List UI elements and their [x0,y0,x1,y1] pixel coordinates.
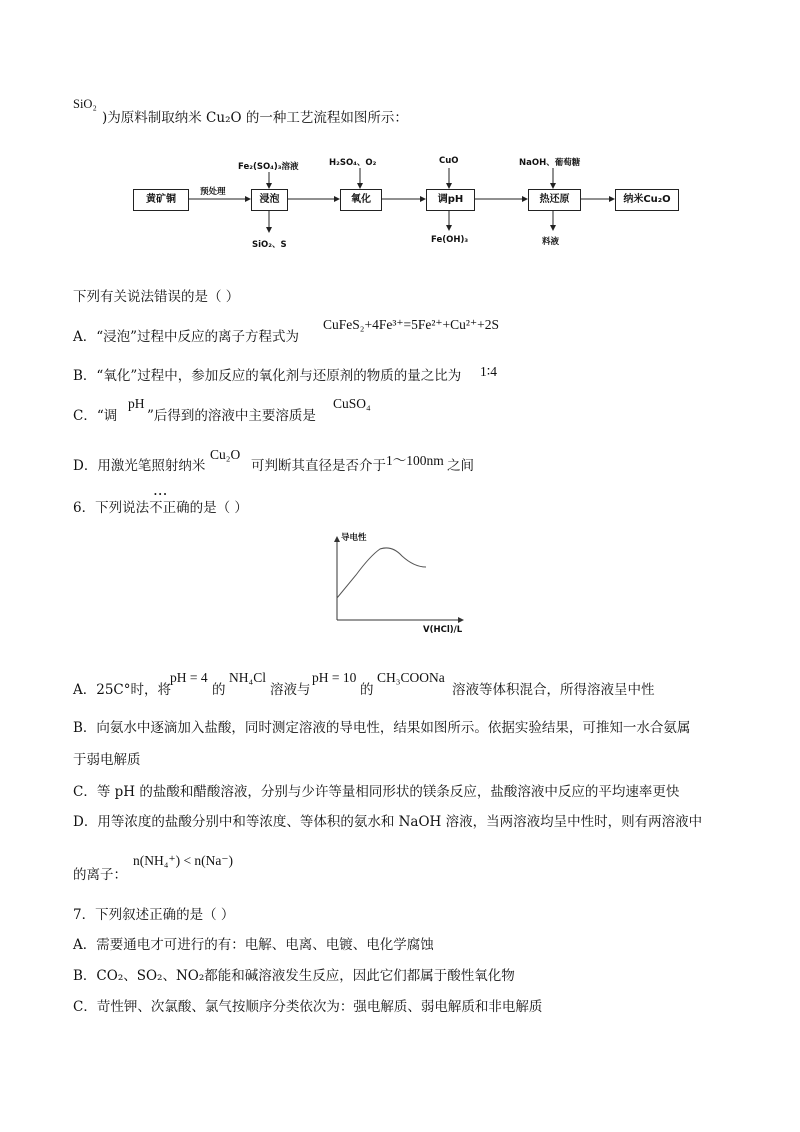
q6-option-a-part1: A．25C°时，将 [73,682,172,698]
q5-option-d-part1: D．用激光笔照射纳米 [73,458,206,474]
q6-option-d-line1: D．用等浓度的盐酸分别中和等浓度、等体积的氨水和 NaOH 溶液，当两溶液均呈中性时，则有两溶液中 [73,814,703,830]
q6-option-a-part5: 溶液等体积混合，所得溶液呈中性 [452,682,655,698]
q5-c-formula-ph: pH [128,396,145,411]
q5-stem: 下列有关说法错误的是（ ） [73,289,240,305]
q6-option-a-part4: 的 [360,682,374,698]
output-liquor: 料液 [542,237,560,247]
emphasis-dots: • • • [154,490,167,499]
output-sio2-s: SiO₂、S [252,240,287,250]
q6-option-d-line2: 的离子： [73,867,127,883]
q6-option-b-line2: 于弱电解质 [73,752,141,768]
q6-option-a-part3: 溶液与 [270,682,311,698]
box-adjust-ph: 调pH [426,189,475,211]
box-oxidize: 氧化 [340,189,382,211]
input-h2so4-o2: H₂SO₄、O₂ [329,158,377,168]
q6-a-ch3coona: CH₃COONa [377,670,445,685]
q6-option-c: C．等 pH 的盐酸和醋酸溶液，分别与少许等量相同形状的镁条反应，盐酸溶液中反应的平均速率更快 [73,784,680,800]
q6-d-formula: n(NH₄⁺) < n(Na⁻) [133,853,234,868]
q6-stem: 6．下列说法不正确的是（ ） [73,500,248,516]
box-product: 纳米Cu₂O [615,189,679,211]
q6-a-ph10: pH = 10 [312,670,357,685]
box-raw-ore: 黄矿铜 [133,189,189,211]
label-pretreat: 预处理 [200,187,226,197]
q5-option-d-part3: 之间 [447,458,474,474]
q6-option-b-line1: B．向氨水中逐滴加入盐酸，同时测定溶液的导电性，结果如图所示。依据实验结果，可推知一水合氨属 [73,720,691,736]
intro-formula: SiO₂ [73,97,97,111]
box-heat-reduce: 热还原 [528,189,581,211]
graph-ylabel: 导电性 [341,533,367,543]
q5-d-formula-cu2o: Cu₂O [210,447,241,462]
input-fe2so43: Fe₂(SO₄)₃溶液 [238,162,299,172]
intro-text: )为原料制取纳米 Cu₂O 的一种工艺流程如图所示： [102,110,408,126]
q6-a-nh4cl: NH₄Cl [229,670,266,685]
q5-option-c-part1: C．“调 [73,408,118,424]
box-soak: 浸泡 [251,189,288,211]
q5-d-formula-range: 1～100nm [386,453,444,468]
q5-b-formula: 1∶4 [480,364,498,379]
q7-option-b: B．CO₂、SO₂、NO₂都能和碱溶液发生反应，因此它们都属于酸性氧化物 [73,968,515,984]
q6-option-a-part2: 的 [212,682,226,698]
graph-xlabel: V(HCl)/L [423,625,463,635]
q5-option-c-part2: ”后得到的溶液中主要溶质是 [147,408,316,424]
q7-stem: 7．下列叙述正确的是（ ） [73,907,235,923]
q5-option-d-part2: 可判断其直径是否介于 [251,458,386,474]
output-feoh3: Fe(OH)₃ [431,235,469,245]
input-naoh-glucose: NaOH、葡萄糖 [519,158,581,168]
q7-option-c: C．苛性钾、次氯酸、氯气按顺序分类依次为：强电解质、弱电解质和非电解质 [73,999,543,1015]
q5-c-formula-cuso4: CuSO₄ [333,396,371,411]
q6-a-ph4: pH = 4 [170,670,208,685]
q5-option-b: B．“氧化”过程中，参加反应的氧化剂与还原剂的物质的量之比为 [73,368,462,384]
q5-a-formula: CuFeS₂+4Fe³⁺=5Fe²⁺+Cu²⁺+2S [323,317,499,332]
q7-option-a: A．需要通电才可进行的有：电解、电离、电镀、电化学腐蚀 [73,937,434,953]
input-cuo: CuO [439,156,459,166]
q5-option-a: A．“浸泡”过程中反应的离子方程式为 [73,329,300,345]
